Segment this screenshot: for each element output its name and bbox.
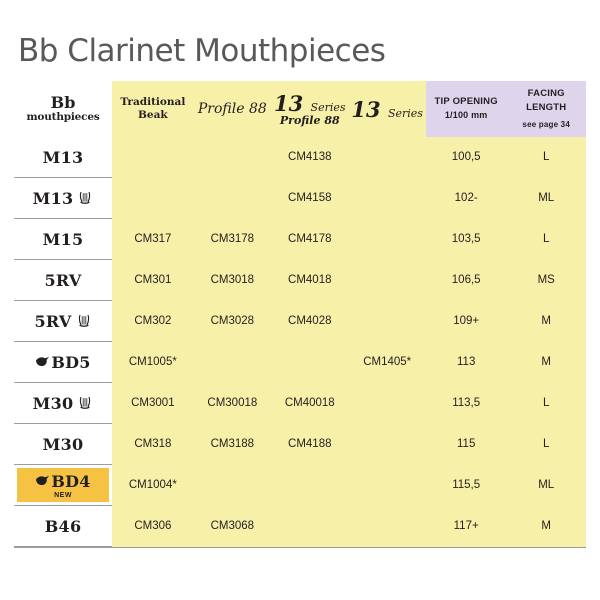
cell-13-series-profile-88-value: CM4188 xyxy=(288,438,332,450)
cell-profile-88 xyxy=(194,383,271,424)
cell-13-series xyxy=(348,465,425,506)
cell-13-series-value: CM1405* xyxy=(363,356,412,368)
cell-13-series xyxy=(348,506,425,547)
cell-13-series xyxy=(348,178,425,219)
table-row xyxy=(14,301,586,342)
table-row xyxy=(14,465,586,506)
header-facing-line2: LENGTH xyxy=(526,102,567,113)
cell-facing-length xyxy=(506,342,586,383)
cell-facing-length-value: L xyxy=(543,151,550,164)
header-facing-note: see page 34 xyxy=(522,120,570,130)
cell-profile-88 xyxy=(194,301,271,342)
cell-13-series-profile-88 xyxy=(271,342,348,383)
cell-profile-88 xyxy=(194,260,271,301)
cell-traditional-beak xyxy=(112,342,194,383)
cell-traditional-beak-value: CM317 xyxy=(134,233,172,245)
header-13-series-profile-88 xyxy=(271,81,348,137)
cell-traditional-beak-value: CM1004* xyxy=(128,479,177,491)
table-row xyxy=(14,137,586,178)
cell-traditional-beak xyxy=(112,178,194,219)
cell-13-series-profile-88 xyxy=(271,219,348,260)
row-model-name-cell xyxy=(14,178,112,219)
header-facing-line1: FACING xyxy=(527,87,565,99)
cell-13-series-profile-88 xyxy=(271,465,348,506)
row-model-name-cell xyxy=(14,301,112,342)
cell-profile-88 xyxy=(194,506,271,547)
model-name: M30 xyxy=(32,393,74,413)
model-name: B46 xyxy=(44,516,82,536)
row-model-name-cell xyxy=(14,137,112,178)
cell-tip-opening xyxy=(426,383,507,424)
cell-tip-opening xyxy=(426,342,507,383)
cell-traditional-beak xyxy=(112,506,194,547)
cell-13-series xyxy=(348,301,425,342)
model-name: M13 xyxy=(42,147,84,167)
cell-tip-opening-value: 113 xyxy=(457,356,476,368)
cell-13-series xyxy=(348,424,425,465)
cell-13-series-profile-88 xyxy=(271,424,348,465)
cell-facing-length xyxy=(506,424,586,465)
row-model-name-cell xyxy=(14,260,112,301)
table-row xyxy=(14,260,586,301)
cell-13-series-profile-88 xyxy=(271,260,348,301)
cell-tip-opening-value: 100,5 xyxy=(451,151,481,164)
model-name: 5RV xyxy=(34,311,72,331)
cell-profile-88-value: CM3178 xyxy=(210,233,255,245)
new-badge xyxy=(17,468,109,502)
cell-tip-opening xyxy=(426,424,507,465)
cell-profile-88 xyxy=(194,465,271,506)
row-model-name-cell xyxy=(14,219,112,260)
cell-tip-opening-value: 117+ xyxy=(453,520,479,532)
cell-profile-88 xyxy=(194,342,271,383)
cell-13-series xyxy=(348,260,425,301)
cell-profile-88-value: CM3018 xyxy=(210,274,255,286)
row-model-name-cell xyxy=(14,342,112,383)
cell-traditional-beak xyxy=(112,219,194,260)
cell-tip-opening-value: 113,5 xyxy=(452,397,481,409)
header-13s-big: 13 xyxy=(351,96,381,122)
header-traditional-line1: Traditional xyxy=(120,95,186,108)
cell-traditional-beak-value: CM3001 xyxy=(131,397,175,409)
cell-13-series-profile-88-value: CM4028 xyxy=(288,315,332,327)
header-tip-opening xyxy=(426,81,507,137)
cell-tip-opening xyxy=(426,506,507,547)
cell-facing-length-value: ML xyxy=(538,479,555,491)
model-name: 5RV xyxy=(44,270,82,290)
table-row xyxy=(14,342,586,383)
cell-traditional-beak xyxy=(112,424,194,465)
header-13-big: 13 xyxy=(274,90,304,116)
cell-profile-88 xyxy=(194,424,271,465)
cell-facing-length xyxy=(506,506,586,547)
cell-facing-length xyxy=(506,383,586,424)
cell-traditional-beak-value: CM1005* xyxy=(128,356,177,368)
cell-facing-length-value: L xyxy=(543,438,550,450)
cell-13-series-profile-88 xyxy=(271,301,348,342)
cell-tip-opening-value: 102- xyxy=(454,192,478,204)
cell-profile-88 xyxy=(194,219,271,260)
mouthpiece-table xyxy=(14,81,586,547)
cell-tip-opening-value: 115,5 xyxy=(452,479,481,491)
header-profile-88 xyxy=(194,81,271,137)
cell-tip-opening xyxy=(426,219,507,260)
row-model-name-cell xyxy=(14,424,112,465)
table-row xyxy=(14,506,586,547)
header-bb-label: Bb xyxy=(50,93,76,113)
header-13s-series-word: Series xyxy=(387,106,423,120)
table-row xyxy=(14,383,586,424)
header-tip-opening-label: TIP OPENING xyxy=(434,96,498,108)
cell-facing-length-value: ML xyxy=(538,192,555,204)
header-13-series xyxy=(348,81,425,137)
header-traditional-line2: Beak xyxy=(138,109,168,121)
cell-tip-opening xyxy=(426,465,507,506)
cell-profile-88 xyxy=(194,137,271,178)
cell-13-series-profile-88 xyxy=(271,506,348,547)
cell-13-series xyxy=(348,342,425,383)
cell-13-series xyxy=(348,383,425,424)
cell-13-series-profile-88-value: CM4138 xyxy=(288,151,332,164)
page-title: Bb Clarinet Mouthpieces xyxy=(18,33,386,69)
new-badge-label: NEW xyxy=(54,491,72,499)
header-13-sub-profile88: Profile 88 xyxy=(279,113,340,127)
cell-traditional-beak-value: CM318 xyxy=(134,438,172,450)
row-model-name-cell xyxy=(14,506,112,547)
cell-traditional-beak-value: CM306 xyxy=(134,520,172,532)
cell-facing-length-value: L xyxy=(543,233,550,245)
cell-traditional-beak xyxy=(112,465,194,506)
cell-traditional-beak xyxy=(112,137,194,178)
cell-traditional-beak xyxy=(112,260,194,301)
cell-facing-length-value: M xyxy=(541,315,552,327)
cell-13-series xyxy=(348,219,425,260)
cell-facing-length xyxy=(506,219,586,260)
cell-facing-length-value: M xyxy=(541,520,552,532)
cell-tip-opening xyxy=(426,301,507,342)
model-name: M13 xyxy=(32,188,74,208)
cell-profile-88 xyxy=(194,178,271,219)
cell-tip-opening xyxy=(426,137,507,178)
cell-tip-opening-value: 103,5 xyxy=(451,233,481,245)
cell-traditional-beak-value: CM302 xyxy=(134,315,172,327)
lyre-icon xyxy=(77,191,93,206)
header-bb-mouthpieces xyxy=(14,81,112,137)
cell-13-series xyxy=(348,137,425,178)
header-mouthpieces-label: mouthpieces xyxy=(26,110,100,123)
table-body xyxy=(14,137,586,547)
cell-facing-length xyxy=(506,465,586,506)
cell-13-series-profile-88-value: CM40018 xyxy=(284,397,335,409)
star-icon xyxy=(35,356,51,369)
header-tip-opening-unit: 1/100 mm xyxy=(444,110,488,121)
star-icon xyxy=(35,475,51,488)
header-traditional-beak xyxy=(112,81,194,137)
cell-13-series-profile-88 xyxy=(271,178,348,219)
cell-traditional-beak xyxy=(112,301,194,342)
header-profile-88-label: Profile 88 xyxy=(197,101,267,117)
table-header xyxy=(14,81,586,137)
cell-13-series-profile-88 xyxy=(271,383,348,424)
cell-traditional-beak xyxy=(112,383,194,424)
cell-profile-88-value: CM3068 xyxy=(210,520,255,532)
cell-facing-length xyxy=(506,178,586,219)
lyre-icon xyxy=(76,314,92,329)
cell-facing-length-value: M xyxy=(541,356,552,368)
cell-13-series-profile-88-value: CM4018 xyxy=(288,274,332,286)
row-model-name-cell xyxy=(14,383,112,424)
cell-tip-opening-value: 109+ xyxy=(453,315,480,327)
cell-facing-length xyxy=(506,301,586,342)
model-name: M15 xyxy=(42,229,84,249)
table-row xyxy=(14,424,586,465)
cell-tip-opening xyxy=(426,178,507,219)
header-facing-length xyxy=(506,81,586,137)
cell-profile-88-value: CM30018 xyxy=(207,397,258,409)
cell-13-series-profile-88-value: CM4158 xyxy=(288,192,332,204)
table-row xyxy=(14,178,586,219)
table-row xyxy=(14,219,586,260)
cell-facing-length-value: L xyxy=(543,397,550,409)
cell-tip-opening-value: 115 xyxy=(457,438,476,450)
cell-tip-opening xyxy=(426,260,507,301)
cell-profile-88-value: CM3188 xyxy=(210,438,255,450)
cell-13-series-profile-88-value: CM4178 xyxy=(288,233,332,245)
model-name: M30 xyxy=(42,434,84,454)
cell-profile-88-value: CM3028 xyxy=(210,315,255,327)
cell-traditional-beak-value: CM301 xyxy=(134,274,172,286)
row-model-name-cell xyxy=(14,465,112,506)
header-row xyxy=(14,81,586,137)
cell-13-series-profile-88 xyxy=(271,137,348,178)
lyre-icon xyxy=(77,396,93,411)
model-name: BD4 xyxy=(51,471,91,491)
cell-facing-length-value: MS xyxy=(537,274,555,286)
header-13-series-word: Series xyxy=(310,100,346,114)
cell-facing-length xyxy=(506,137,586,178)
cell-tip-opening-value: 106,5 xyxy=(451,274,481,286)
cell-facing-length xyxy=(506,260,586,301)
model-name: BD5 xyxy=(51,352,91,372)
table-bottom-rule xyxy=(14,547,586,548)
